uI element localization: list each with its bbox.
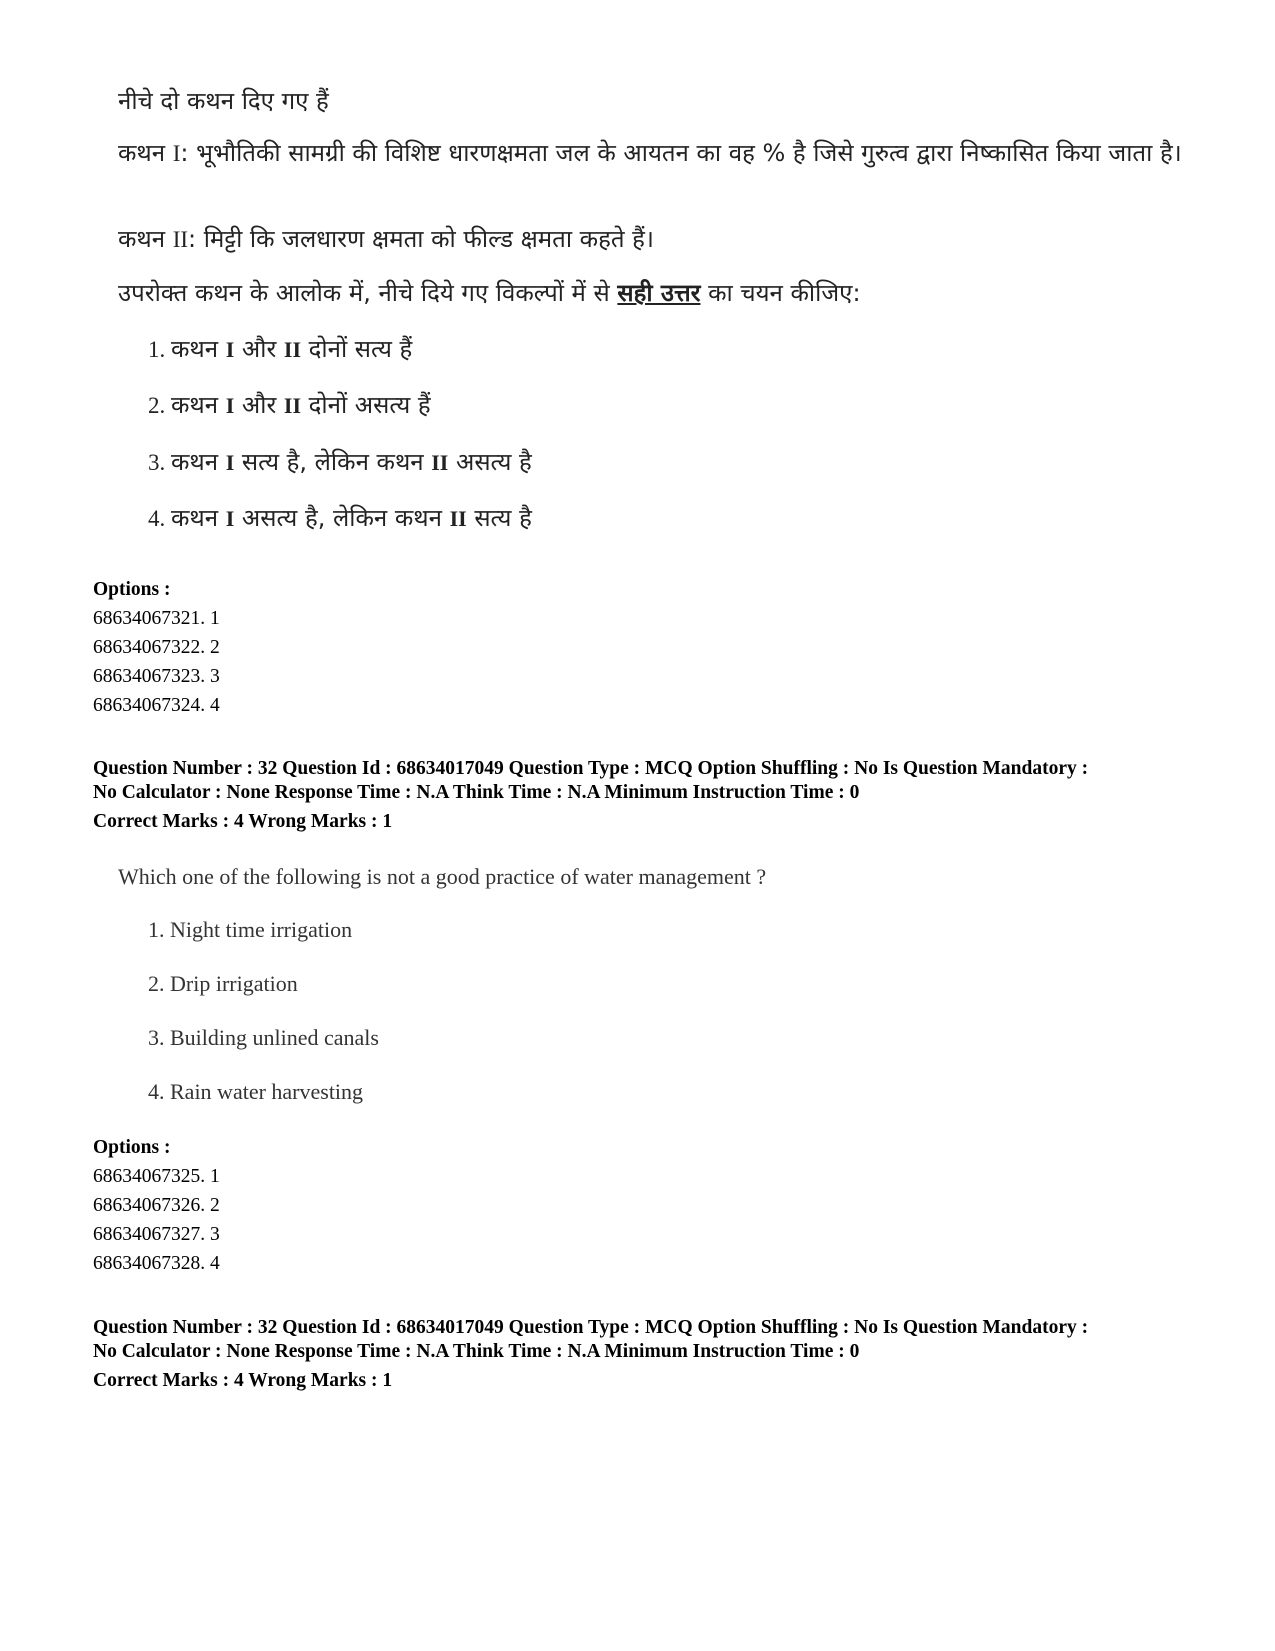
choice-roman-2: II bbox=[283, 337, 302, 362]
options-label: Options : bbox=[93, 1137, 171, 1158]
question-meta-line-2: No Calculator : None Response Time : N.A Think Time : N.A Minimum Instruction Time : 0 bbox=[93, 782, 860, 803]
statement-1 bbox=[118, 136, 1188, 171]
option-id-line: 68634067322. 2 bbox=[93, 637, 220, 658]
instruction-emphasis: सही उत्तर bbox=[617, 279, 701, 307]
choice-roman-1: I bbox=[225, 337, 235, 362]
statement-1-text: : भूभौतिकी सामग्री की विशिष्ट धारणक्षमता जल के आयतन का वह % है जिसे गुरुत्व द्वारा निष्कासित किया जाता है। bbox=[180, 139, 1182, 167]
question-text: Which one of the following is not a good practice of water management ? bbox=[118, 864, 767, 889]
choice-text-b: और bbox=[234, 335, 284, 363]
choice-text-b: और bbox=[234, 391, 284, 419]
choice-text-c: दोनों सत्य हैं bbox=[301, 335, 413, 363]
choice-text-b: सत्य है, लेकिन कथन bbox=[234, 448, 432, 476]
choice-text-c: दोनों असत्य हैं bbox=[301, 391, 431, 419]
option-id-line: 68634067328. 4 bbox=[93, 1253, 220, 1274]
english-choice-1: 1. Night time irrigation bbox=[148, 917, 353, 942]
statement-2 bbox=[118, 224, 654, 255]
instruction-after: का चयन कीजिए: bbox=[700, 279, 861, 307]
choice-roman-2: II bbox=[283, 393, 302, 418]
choice-text-a: कथन bbox=[171, 391, 226, 419]
question-meta-line-2: No Calculator : None Response Time : N.A Think Time : N.A Minimum Instruction Time : 0 bbox=[93, 1341, 860, 1362]
hindi-choice-3 bbox=[148, 447, 532, 478]
english-choice-3: 3. Building unlined canals bbox=[148, 1025, 379, 1050]
choice-roman-1: I bbox=[225, 450, 235, 475]
english-choice-2: 2. Drip irrigation bbox=[148, 971, 298, 996]
option-id-line: 68634067321. 1 bbox=[93, 608, 220, 629]
statement-2-text: : मिट्टी कि जलधारण क्षमता को फील्ड क्षमता कहते हैं। bbox=[188, 225, 654, 253]
choice-roman-2: II bbox=[431, 450, 449, 475]
english-choice-4: 4. Rain water harvesting bbox=[148, 1079, 364, 1104]
option-id-line: 68634067326. 2 bbox=[93, 1195, 220, 1216]
statement-2-roman: II bbox=[172, 227, 189, 252]
question-meta-line-1: Question Number : 32 Question Id : 68634017049 Question Type : MCQ Option Shuffling : No Is Question Mandatory : bbox=[93, 758, 1089, 779]
option-id-line: 68634067323. 3 bbox=[93, 666, 220, 687]
hindi-choice-2 bbox=[148, 390, 431, 421]
instruction-before: उपरोक्त कथन के आलोक में, नीचे दिये गए विकल्पों में से bbox=[118, 279, 618, 307]
choice-text-b: असत्य है, लेकिन कथन bbox=[234, 504, 450, 532]
option-id-line: 68634067324. 4 bbox=[93, 695, 220, 716]
statement-2-prefix: कथन bbox=[118, 225, 173, 253]
option-id-line: 68634067327. 3 bbox=[93, 1224, 220, 1245]
question-meta-line-1: Question Number : 32 Question Id : 68634017049 Question Type : MCQ Option Shuffling : No Is Question Mandatory : bbox=[93, 1317, 1089, 1338]
question-marks: Correct Marks : 4 Wrong Marks : 1 bbox=[93, 1370, 393, 1391]
instruction-line bbox=[118, 278, 861, 308]
choice-text-a: कथन bbox=[171, 335, 226, 363]
choice-number: 2. bbox=[148, 393, 171, 418]
choice-roman-1: I bbox=[225, 506, 235, 531]
choice-text-c: असत्य है bbox=[448, 448, 532, 476]
question-marks: Correct Marks : 4 Wrong Marks : 1 bbox=[93, 811, 393, 832]
choice-number: 4. bbox=[148, 506, 171, 531]
choice-roman-1: I bbox=[225, 393, 235, 418]
choice-number: 1. bbox=[148, 337, 171, 362]
hindi-choice-1 bbox=[148, 334, 412, 365]
option-id-line: 68634067325. 1 bbox=[93, 1166, 220, 1187]
statement-1-prefix: कथन bbox=[118, 139, 173, 167]
statement-1-roman: I bbox=[172, 141, 181, 166]
choice-text-c: सत्य है bbox=[466, 504, 532, 532]
choice-roman-2: II bbox=[449, 506, 467, 531]
choice-number: 3. bbox=[148, 450, 171, 475]
hindi-choice-4 bbox=[148, 503, 532, 534]
options-label: Options : bbox=[93, 579, 171, 600]
choice-text-a: कथन bbox=[171, 448, 226, 476]
question-intro: नीचे दो कथन दिए गए हैं bbox=[118, 87, 329, 115]
choice-text-a: कथन bbox=[171, 504, 226, 532]
